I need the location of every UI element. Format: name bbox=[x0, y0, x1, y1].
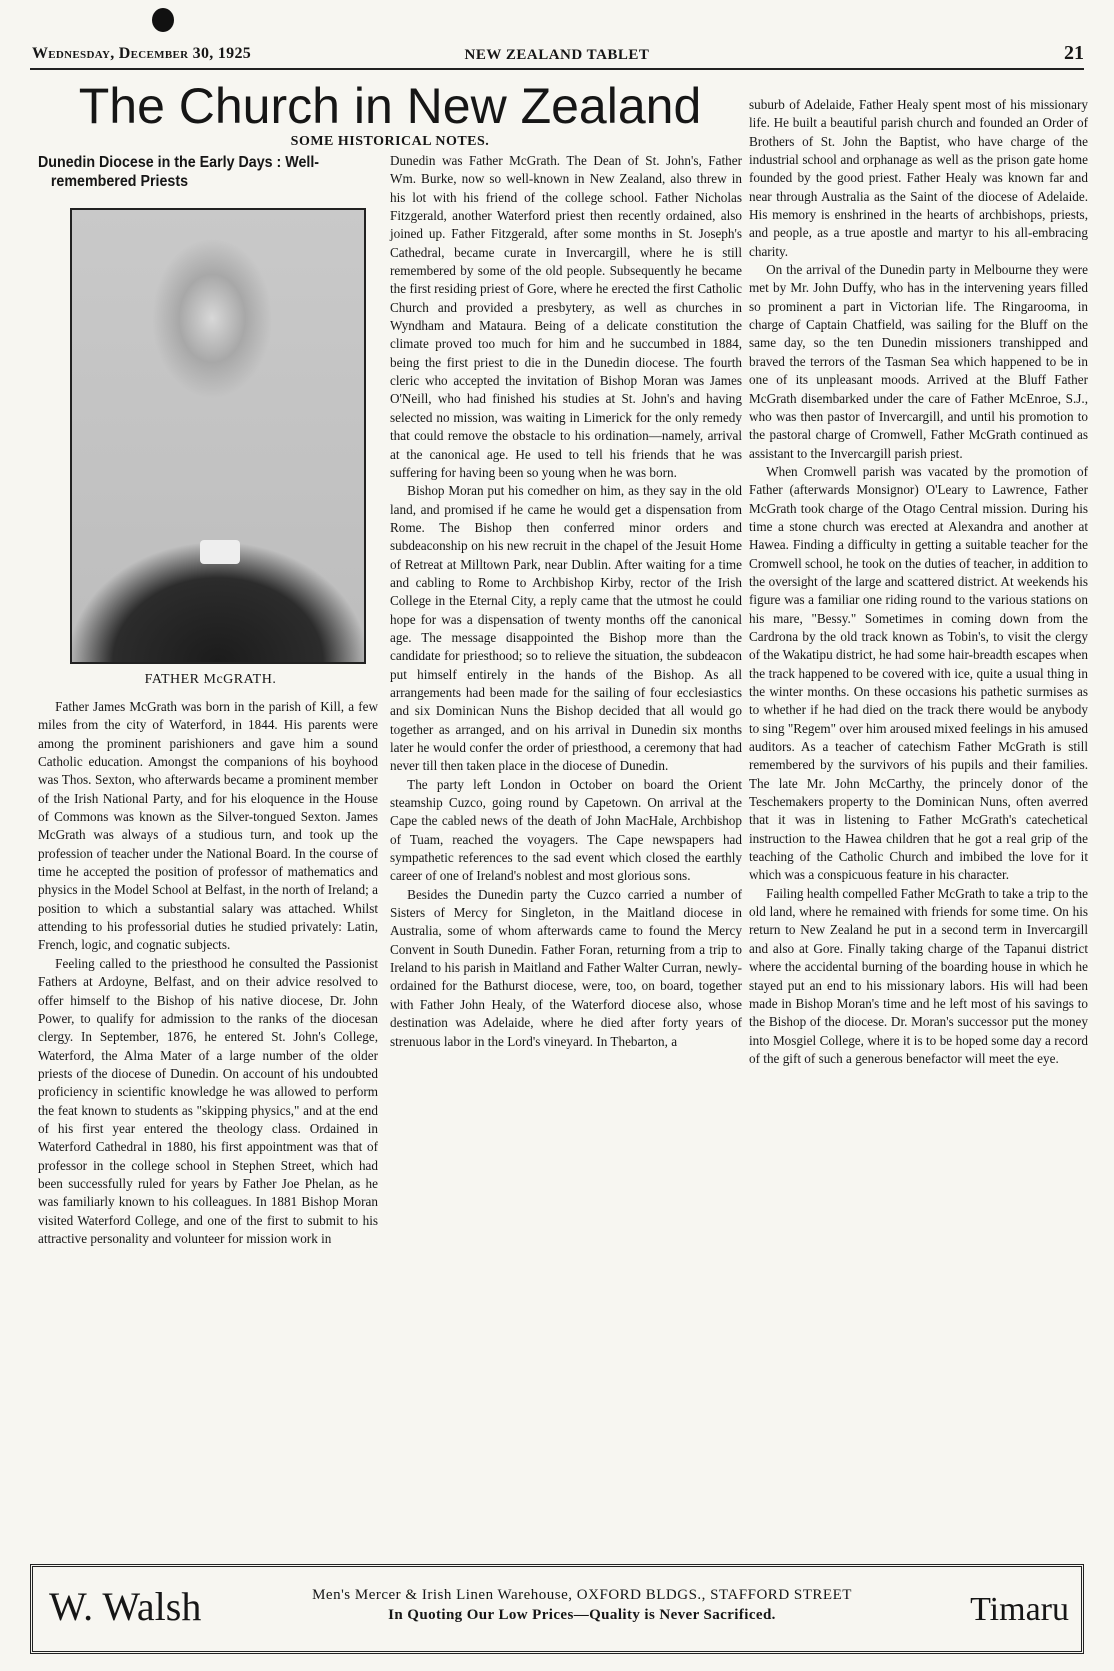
photo-caption: FATHER McGRATH. bbox=[144, 672, 277, 687]
paragraph: Besides the Dunedin party the Cuzco carried a number of Sisters of Mercy for Singleton, in the Maitland diocese in Australia, some of whom afterwards came to found the Mercy Convent in South Dunedin. Father Foran, returning from a trip to Ireland to his parish in Maitland and Father Walter Curran, newly-ordained for the Bathurst diocese, were, too, on board, together with Father John Healy, of the Waterford diocese also, whose destination was Adelaide, where he died after forty years of strenuous labor in the Lord's vineyard. In Thebarton, a bbox=[390, 886, 742, 1049]
advertisement-box bbox=[30, 1564, 1084, 1654]
portrait-photo bbox=[70, 208, 366, 664]
advert-tagline: Men's Mercer & Irish Linen Warehouse, OXFORD BLDGS., STAFFORD STREET bbox=[312, 1587, 852, 1603]
article-column-1 bbox=[38, 698, 378, 1248]
article-subtitle: SOME HISTORICAL NOTES. bbox=[290, 134, 490, 149]
clerical-collar bbox=[200, 540, 240, 564]
publication-name: NEW ZEALAND TABLET bbox=[464, 47, 650, 63]
headline-line-2: remembered Priests bbox=[50, 173, 189, 190]
paragraph: Bishop Moran put his comedher on him, as they say in the old land, and promised if he came he would get a dispensation from Rome. The Bishop then conferred minor orders and subdeaconship on his new recruit in the chapel of the Jesuit Home of Retreat at Milltown Park, near Dublin. After waiting for a time and cabling to Rome to Archbishop Kirby, rector of the Irish College in the Eternal City, a reply came that the utmost he could hope for was a dispensation of twenty months off the canonical age. The message disappointed the Bishop more than the candidate for priesthood; so to relieve the situation, the subdeacon put himself entirely in the hands of the Bishop. As all arrangements had been made for the sailing of four ecclesiastics and six Dominican Nuns the Bishop decided that all would go together as arranged, and on his arrival in Dunedin six months later he would confer the order of priesthood, a ceremony that had never till then taken place in the diocese of Dunedin. bbox=[390, 483, 742, 774]
page-number: 21 bbox=[1064, 42, 1084, 64]
paragraph: When Cromwell parish was vacated by the promotion of Father (afterwards Monsignor) O'Leary to Lawrence, Father McGrath took charge of the Otago Central mission. During his time a stone church was erected at Alexandra and another at Hawea. Finding a difficulty in getting a suitable teacher for the Cromwell school, he took on the duties of teacher, in addition to the oversight of the large and scattered district. At weekends his figure was a familiar one riding round to the various stations on his mare, "Bessy." Sometimes in coming down from the Cardrona by the old track known as Tobin's, to visit the clergy of the Wakatipu district, he had some hair-breadth escapes when the track happened to be covered with ice, quite a usual thing in the winter months. On these occasions his pathetic surmises as to whether if he had died on the track there would be anybody to sing "Regem" over him aroused mixed feelings in his amused auditors. As a teacher of catechism Father McGrath is still remembered by the survivors of his pupils and their families. The late Mr. John McCarthy, the princely donor of the Teschemakers property to the Dominican Nuns, often averred that it was in listening to Father McGrath's catechetical instruction to the Hawea children that he got a real grip of the teaching of the Catholic Church and imbibed the love for it which was a conspicuous feature in his character. bbox=[749, 463, 1088, 883]
paragraph: Father James McGrath was born in the parish of Kill, a few miles from the city of Waterford, in 1844. His parents were among the prominent parishioners and gave him a sound Catholic education. Amongst the companions of his boyhood was Thos. Sexton, who afterwards became a prominent member of the Irish National Party, and for his eloquence in the House of Commons was known as the Silver-tongued Sexton. James McGrath was always of a studious turn, and took up the profession of teacher under the National Board. In the course of time he accepted the position of professor of mathematics and physics in the Model School at Belfast, in the north of Ireland; a position to which a substantial salary was attached. Whilst attending to his professorial duties he studied privately: Latin, French, logic, and cognatic subjects. bbox=[38, 699, 378, 953]
article-title: The Church in New Zealand bbox=[78, 78, 702, 134]
issue-date: Wednesday, December 30, 1925 bbox=[32, 45, 252, 62]
section-headline bbox=[38, 153, 355, 191]
advertiser-name: W. Walsh bbox=[49, 1584, 202, 1629]
advert-slogan: In Quoting Our Low Prices—Quality is Never Sacrificed. bbox=[388, 1607, 776, 1623]
advert-town: Timaru bbox=[970, 1591, 1069, 1628]
paragraph: On the arrival of the Dunedin party in Melbourne they were met by Mr. John Duffy, who has in the intervening years filled so prominent a part in Victorian life. The Ringarooma, in charge of Captain Chatfield, was sailing for the Bluff on the same day, so the ten Dunedin missioners transhipped and braved the terrors of the Tasman Sea which happened to be in one of its unpleasant moods. Arrived at the Bluff Father McGrath disembarked under the care of Father McEnroe, S.J., who was then pastor of Invercargill, and until his promotion to the pastoral charge of Cromwell, Father McGrath continued as assistant to the Invercargill parish priest. bbox=[749, 262, 1088, 461]
headline-line-1: Dunedin Diocese in the Early Days : Well- bbox=[38, 154, 320, 171]
paragraph: Feeling called to the priesthood he consulted the Passionist Fathers at Ardoyne, Belfast, and on their advice resolved to offer himself to the Bishop of his native diocese, Dr. John Power, to qualify for admission to the ranks of the diocesan clergy. In September, 1876, he entered St. John's College, Waterford, the Alma Mater of a large number of the older priests of the diocese of Dunedin. On account of his undoubted proficiency in scientific knowledge he was allowed to perform the feat known to students as "skipping physics," and at the end of his first year entered the theology class. Ordained in Waterford Cathedral in 1880, his first appointment was that of professor in the college school in Stephen Street, which had been successfully ruled for years by Father Joe Phelan, as he was familiarly known to his colleagues. In 1881 Bishop Moran visited Waterford College, and one of the first to submit to his attractive personality and volunteer for mission work in bbox=[38, 955, 378, 1246]
masthead bbox=[30, 38, 1084, 70]
paragraph: Failing health compelled Father McGrath to take a trip to the old land, where he remained with friends for some time. On his return to New Zealand he put in a second term in Invercargill and also at Gore. Finally taking charge of the Tapanui district where the accidental burning of the boarding house in which he stayed put an end to his missionary labors. His will had been made in Bishop Moran's time and he left most of his savings to the Bishop of the diocese. Dr. Moran's successor put the money into Mosgiel College, where it is to be hoped some day a record of the gift of such a generous benefactor will meet the eye. bbox=[749, 885, 1088, 1066]
article-column-3 bbox=[749, 96, 1088, 1068]
paragraph: Dunedin was Father McGrath. The Dean of St. John's, Father Wm. Burke, now so well-known in New Zealand, also threw in his lot with his friend of the college school. Father Nicholas Fitzgerald, another Waterford priest then recently ordained, also joined up. Father Fitzgerald, after some months in St. Joseph's Cathedral, became curate in Invercargill, where he is still remembered by some of the old people. Subsequently he became the first residing priest of Gore, where he erected the first Catholic Church and provided a presbytery, as well as churches in Wyndham and Mataura. Being of a delicate constitution the climate proved too much for him and he succumbed in 1884, being the first priest to die in the Dunedin diocese. The fourth cleric who accepted the invitation of Bishop Moran was James O'Neill, who had finished his studies at St. John's and having selected no mission, was waiting in Limerick for the only remedy that could remove the obstacle to his ordination—namely, arrival at the canonical age. He used to tell his friends that he was suffering for having been so young when he was born. bbox=[390, 153, 742, 480]
paragraph: The party left London in October on board the Orient steamship Cuzco, going round by Capetown. On arrival at the Cape the cabled news of the death of John MacHale, Archbishop of Tuam, reached the voyagers. The Cape newspapers had sympathetic references to the sad event which closed the earthly career of one of Ireland's noblest and most glorious sons. bbox=[390, 776, 742, 884]
article-column-2 bbox=[390, 152, 742, 1051]
ink-blot bbox=[152, 8, 174, 32]
paragraph: suburb of Adelaide, Father Healy spent most of his missionary life. He built a beautiful parish church and founded an Order of Brothers of St. John the Baptist, who have charge of the industrial school and orphanage as well as the prison gate home founded by the good priest. Father Healy was known far and near through Australia as the Saint of the diocese of Adelaide. His memory is enshrined in the hearts of archbishops, priests, and people, as a true apostle and martyr to his all-embracing charity. bbox=[749, 97, 1088, 259]
